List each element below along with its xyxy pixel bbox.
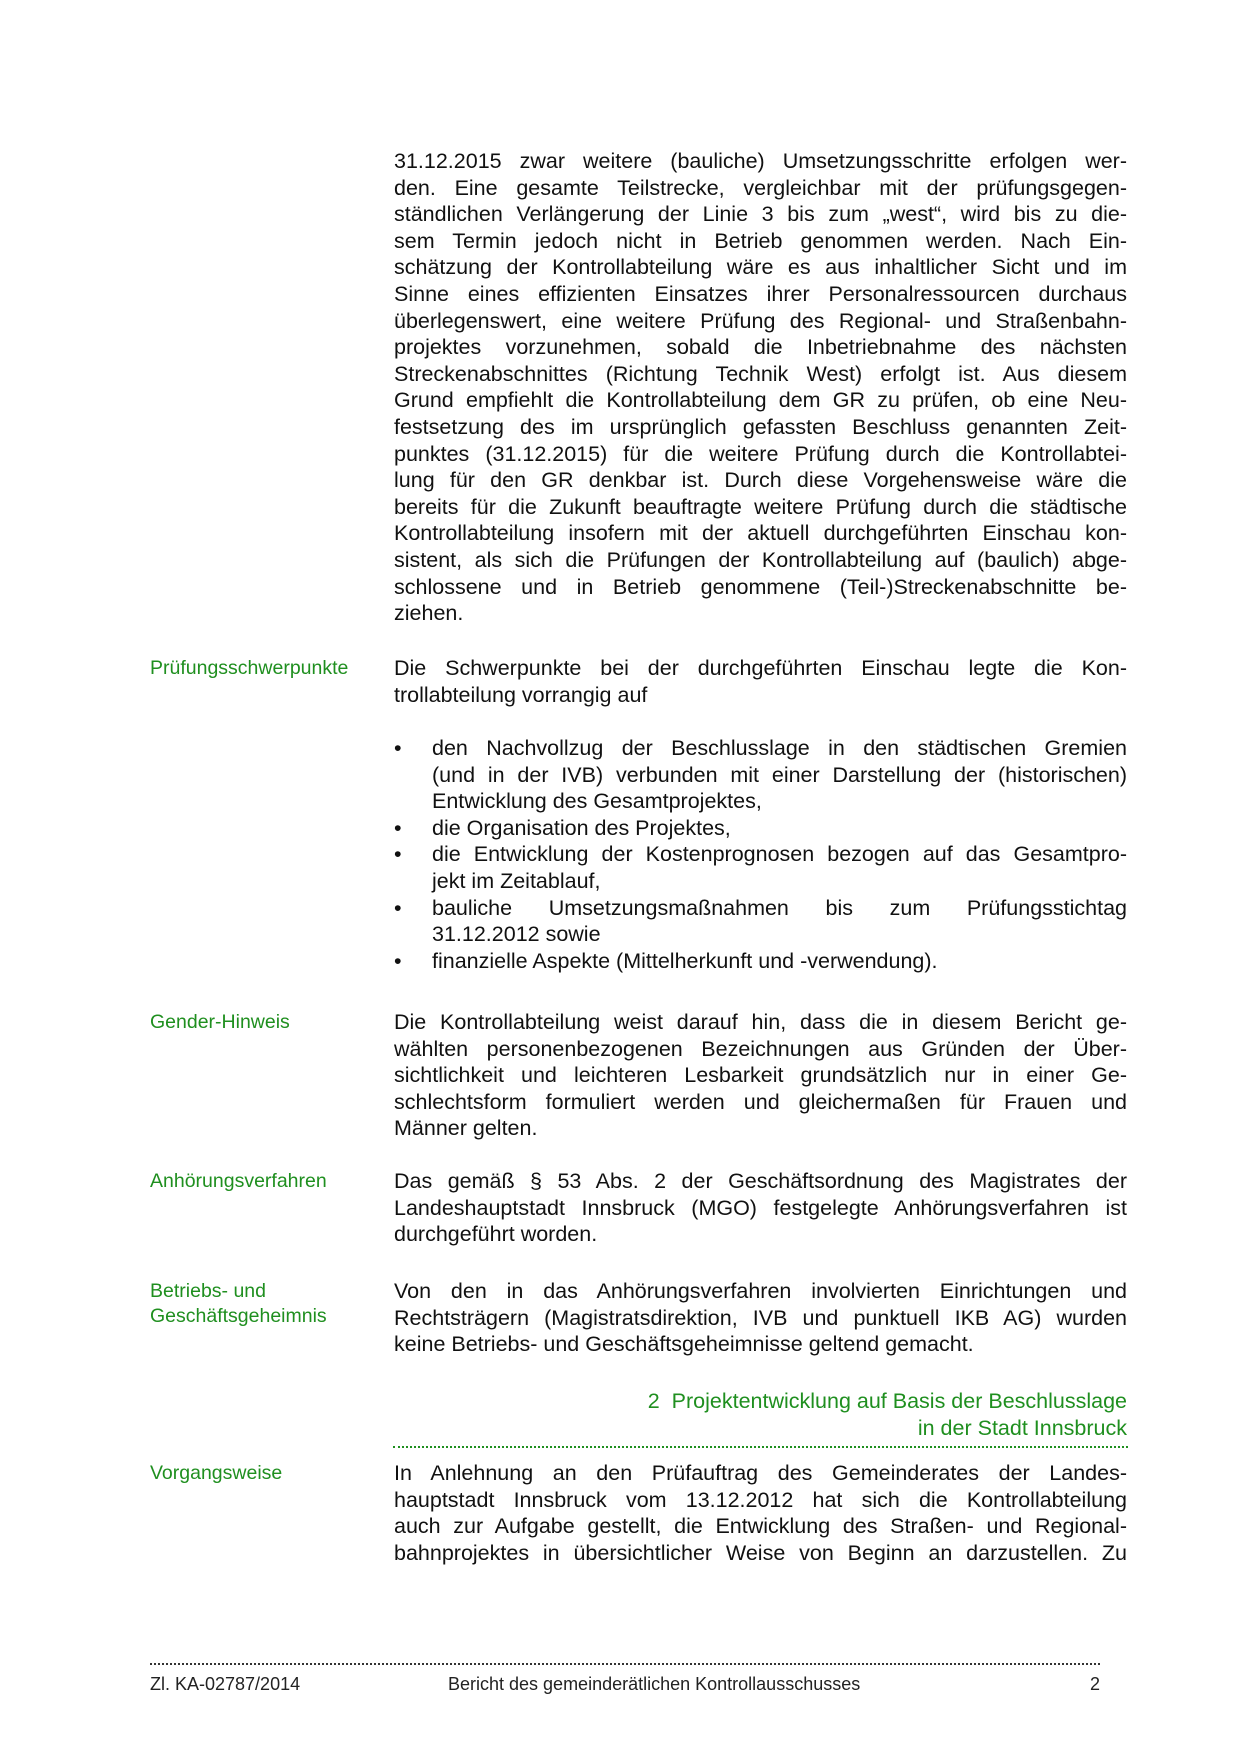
text-line: sem Termin jedoch nicht in Betrieb genommen werden. Nach Ein-: [394, 228, 1127, 253]
text-line: schlossene und in Betrieb genommene (Teil-)Streckenabschnitte be-: [394, 574, 1127, 599]
bullet-icon: •: [394, 842, 402, 867]
label-geheimnis: [150, 1279, 327, 1328]
bullet-text-line: (und in der IVB) verbunden mit einer Darstellung der (historischen): [432, 762, 1127, 787]
text-line: ziehen.: [394, 601, 464, 626]
footer-reference: Zl. KA-02787/2014: [150, 1674, 301, 1694]
bullet-icon: •: [394, 895, 402, 920]
text-line: In Anlehnung an den Prüfauftrag des Gemeinderates der Landes-: [394, 1461, 1127, 1485]
bullet-icon: •: [394, 815, 402, 840]
paragraph-intro: [394, 148, 1127, 627]
text-line: Männer gelten.: [394, 1116, 538, 1141]
label-gender-hinweis: Gender-Hinweis: [150, 1011, 290, 1033]
text-line: ständlichen Verlängerung der Linie 3 bis zum „west“, wird bis zu die-: [394, 202, 1127, 227]
text-line: Die Kontrollabteilung weist darauf hin, dass die in diesem Bericht ge-: [394, 1010, 1127, 1034]
text-line: 31.12.2015 zwar weitere (bauliche) Umsetzungsschritte erfolgen wer-: [394, 149, 1127, 173]
text-line: Landeshauptstadt Innsbruck (MGO) festgelegte Anhörungsverfahren ist: [394, 1195, 1127, 1220]
text-line: Kontrollabteilung insofern mit der aktuell durchgeführten Einschau kon-: [394, 521, 1127, 546]
label-geheimnis-line1: Betriebs- und: [150, 1280, 266, 1302]
page-number: 2: [1090, 1674, 1101, 1694]
bullet-text-line: den Nachvollzug der Beschlusslage in den städtischen Gremien: [432, 736, 1127, 760]
bullet-item: [394, 735, 1127, 815]
text-line: Von den in das Anhörungsverfahren involvierten Einrichtungen und: [394, 1279, 1127, 1303]
footer-divider: [150, 1663, 1100, 1665]
text-line: Streckenabschnittes (Richtung Technik West) erfolgt ist. Aus diesem: [394, 361, 1127, 386]
bullet-text-line: jekt im Zeitablauf,: [432, 868, 601, 893]
text-line: sistent, als sich die Prüfungen der Kontrollabteilung auf (baulich) abge-: [394, 547, 1127, 572]
bullet-text-line: Entwicklung des Gesamtprojektes,: [432, 789, 762, 814]
text-line: schlechtsform formuliert werden und gleichermaßen für Frauen und: [394, 1089, 1127, 1114]
text-line: den. Eine gesamte Teilstrecke, vergleichbar mit der prüfungsgegen-: [394, 175, 1127, 200]
text-line: Rechtsträgern (Magistratsdirektion, IVB und punktuell IKB AG) wurden: [394, 1305, 1127, 1330]
text-line: Sinne eines effizienten Einsatzes ihrer Personalressourcen durchaus: [394, 281, 1127, 306]
label-pruefungsschwerpunkte: Prüfungsschwerpunkte: [150, 657, 349, 679]
bullet-item: [394, 815, 1127, 842]
bullet-icon: •: [394, 736, 402, 760]
text-line: Grund empfiehlt die Kontrollabteilung dem GR zu prüfen, ob eine Neu-: [394, 388, 1127, 413]
label-anhoerungsverfahren: Anhörungsverfahren: [150, 1170, 327, 1192]
bullet-text-line: bauliche Umsetzungsmaßnahmen bis zum Prüfungsstichtag: [432, 895, 1127, 920]
paragraph-schwerpunkte: [394, 655, 1127, 708]
text-line: keine Betriebs- und Geschäftsgeheimnisse geltend gemacht.: [394, 1332, 974, 1357]
text-line: schätzung der Kontrollabteilung wäre es aus inhaltlicher Sicht und im: [394, 255, 1127, 280]
bullet-list: [394, 735, 1127, 974]
text-line: sichtlichkeit und leichteren Lesbarkeit grundsätzlich nur in einer Ge-: [394, 1063, 1127, 1088]
text-line: punktes (31.12.2015) für die weitere Prüfung durch die Kontrollabtei-: [394, 441, 1127, 466]
text-line: trollabteilung vorrangig auf: [394, 682, 648, 707]
section-heading-line2: in der Stadt Innsbruck: [917, 1415, 1127, 1440]
bullet-text-line: 31.12.2012 sowie: [432, 922, 601, 947]
bullet-text-line: die Organisation des Projektes,: [432, 815, 731, 840]
label-geheimnis-line2: Geschäftsgeheimnis: [150, 1304, 327, 1327]
bullet-text-line: finanzielle Aspekte (Mittelherkunft und -verwendung).: [432, 948, 938, 973]
text-line: Das gemäß § 53 Abs. 2 der Geschäftsordnung des Magistrates der: [394, 1169, 1127, 1193]
paragraph-gender: [394, 1009, 1127, 1142]
paragraph-geheimnis: [394, 1278, 1127, 1358]
bullet-item: [394, 948, 1127, 975]
text-line: auch zur Aufgabe gestellt, die Entwicklung des Straßen- und Regional-: [394, 1514, 1127, 1539]
heading-divider: [393, 1446, 1128, 1448]
bullet-item: [394, 895, 1127, 948]
bullet-text-line: die Entwicklung der Kostenprognosen bezogen auf das Gesamtpro-: [432, 842, 1127, 867]
label-vorgangsweise: Vorgangsweise: [150, 1462, 283, 1484]
text-line: projektes vorzunehmen, sobald die Inbetriebnahme des nächsten: [394, 335, 1127, 360]
bullet-item: [394, 841, 1127, 894]
text-line: festsetzung des im ursprünglich gefassten Beschluss genannten Zeit-: [394, 414, 1127, 439]
text-line: wählten personenbezogenen Bezeichnungen aus Gründen der Über-: [394, 1036, 1127, 1061]
text-line: überlegenswert, eine weitere Prüfung des Regional- und Straßenbahn-: [394, 308, 1127, 333]
text-line: hauptstadt Innsbruck vom 13.12.2012 hat sich die Kontrollabteilung: [394, 1487, 1127, 1512]
footer-title: Bericht des gemeinderätlichen Kontrollausschusses: [448, 1674, 861, 1694]
text-line: Die Schwerpunkte bei der durchgeführten Einschau legte die Kon-: [394, 656, 1127, 680]
text-line: lung für den GR denkbar ist. Durch diese Vorgehensweise wäre die: [394, 468, 1127, 493]
section-heading: [394, 1388, 1127, 1441]
section-heading-line1: 2 Projektentwicklung auf Basis der Beschlusslage: [647, 1389, 1127, 1413]
paragraph-anhoerung: [394, 1168, 1127, 1248]
bullet-icon: •: [394, 948, 402, 973]
text-line: bereits für die Zukunft beauftragte weitere Prüfung durch die städtische: [394, 494, 1127, 519]
text-line: durchgeführt worden.: [394, 1222, 598, 1247]
paragraph-vorgangsweise: [394, 1460, 1127, 1566]
text-line: bahnprojektes in übersichtlicher Weise von Beginn an darzustellen. Zu: [394, 1540, 1127, 1565]
